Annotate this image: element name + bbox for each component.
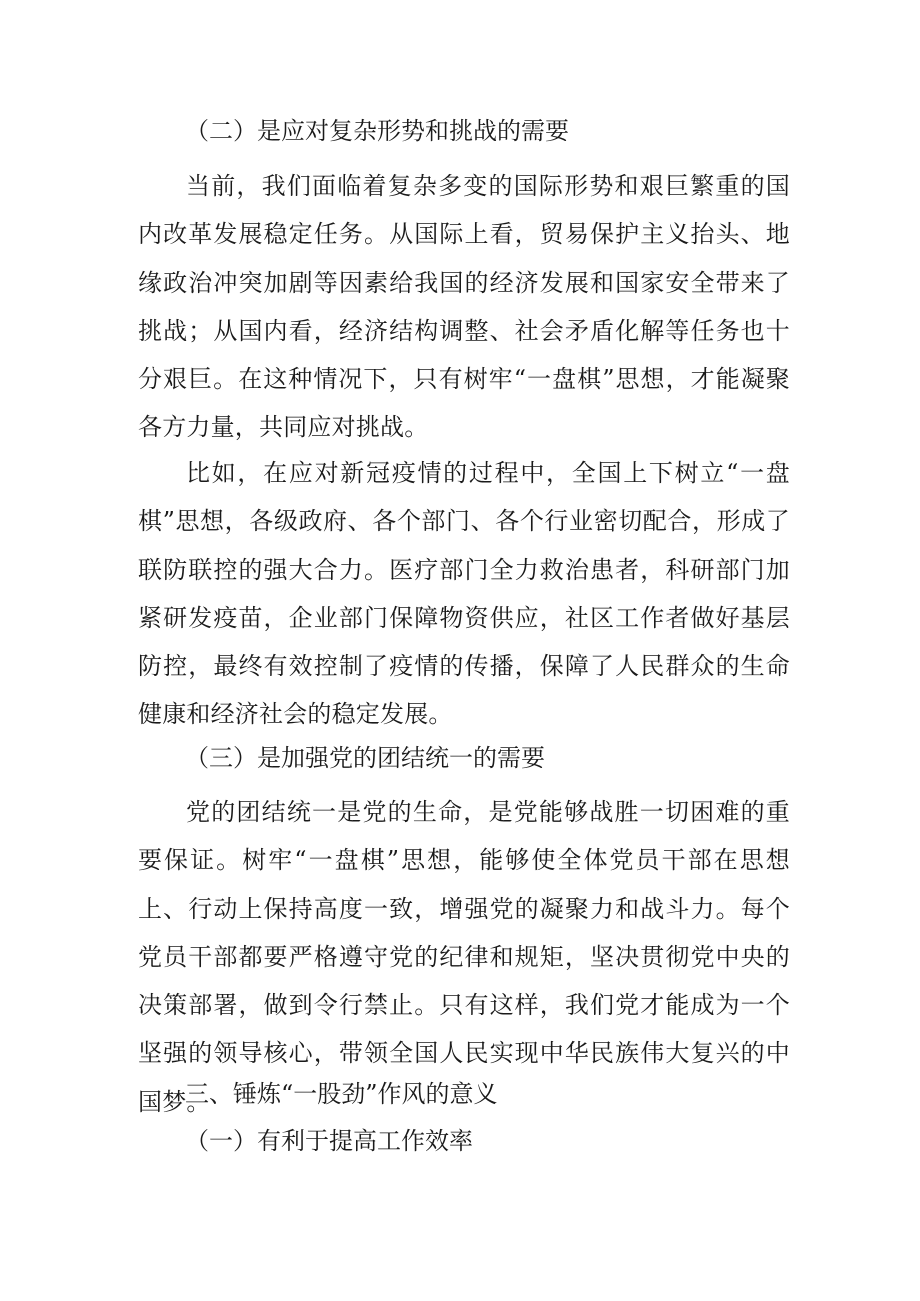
chapter-heading-3: 三、锤炼“一股劲”作风的意义 <box>185 1080 498 1108</box>
section-heading-3: （三）是加强党的团结统一的需要 <box>185 744 545 772</box>
paragraph-complex-situation: 当前，我们面临着复杂多变的国际形势和艰巨繁重的国内改革发展稳定任务。从国际上看，贸易保护主义抬头、地缘政治冲突加剧等因素给我国的经济发展和国家安全带来了挑战；从国内看，经济结构调整、社会矛盾化解等任务也十分艰巨。在这种情况下，只有树牢“一盘棋”思想，才能凝聚各方力量，共同应对挑战。 <box>138 172 790 442</box>
section-heading-1: （一）有利于提高工作效率 <box>185 1127 473 1155</box>
paragraph-party-unity: 党的团结统一是党的生命，是党能够战胜一切困难的重要保证。树牢“一盘棋”思想，能够使全体党员干部在思想上、行动上保持高度一致，增强党的凝聚力和战斗力。每个党员干部都要严格遵守党的纪律和规矩，坚决贯彻党中央的决策部署，做到令行禁止。只有这样，我们党才能成为一个坚强的领导核心，带领全国人民实现中华民族伟大复兴的中国梦。 <box>138 798 790 1116</box>
paragraph-covid-example: 比如，在应对新冠疫情的过程中，全国上下树立“一盘棋”思想，各级政府、各个部门、各个行业密切配合，形成了联防联控的强大合力。医疗部门全力救治患者，科研部门加紧研发疫苗，企业部门保障物资供应，社区工作者做好基层防控，最终有效控制了疫情的传播，保障了人民群众的生命健康和经济社会的稳定发展。 <box>138 459 790 729</box>
section-heading-2: （二）是应对复杂形势和挑战的需要 <box>185 117 569 145</box>
